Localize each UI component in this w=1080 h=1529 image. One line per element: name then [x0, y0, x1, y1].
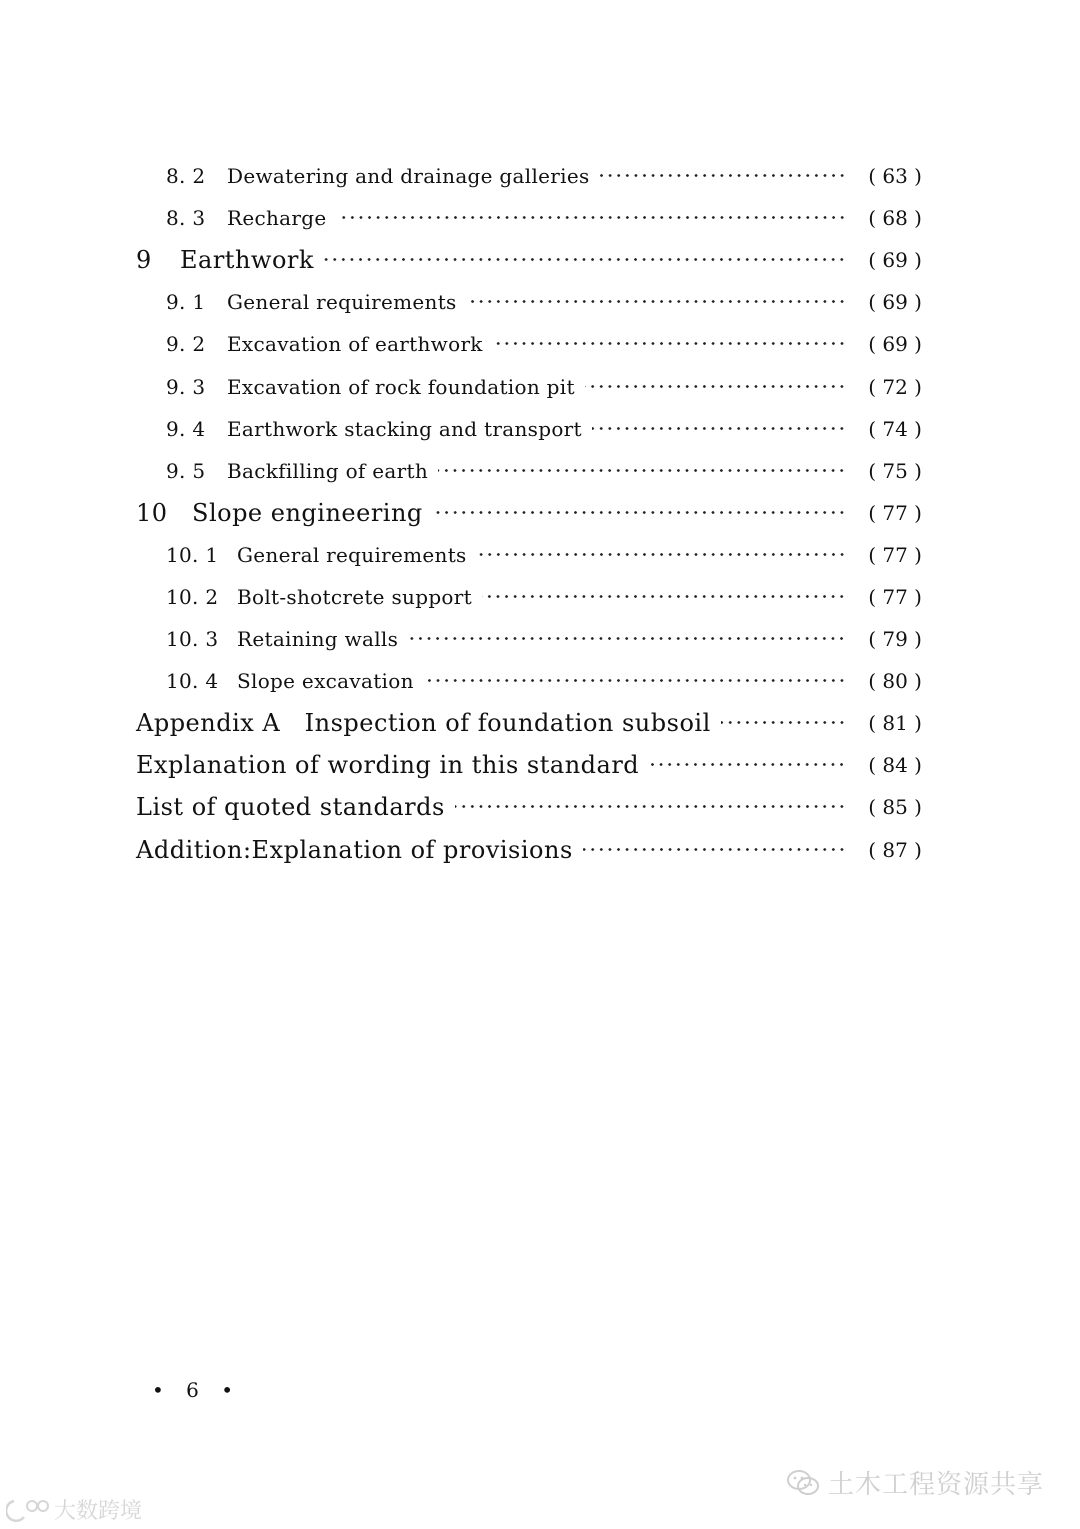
- toc-entry-8-3[interactable]: [136, 197, 922, 239]
- watermark-brand-text: 大数跨境: [54, 1499, 143, 1524]
- toc-entry-10[interactable]: [136, 492, 922, 534]
- toc-entry-page: ( 72 ): [868, 374, 922, 399]
- toc-entry-title: Retaining walls: [237, 627, 399, 652]
- dot-leader: [438, 459, 846, 483]
- dot-leader: [482, 585, 846, 609]
- toc-entry-number: 10. 3: [166, 627, 219, 652]
- toc-entry-title: Slope excavation: [237, 669, 414, 694]
- page-number: • 6 •: [152, 1378, 242, 1402]
- toc-entry-8-2[interactable]: [136, 155, 922, 197]
- toc-entry-title: General requirements: [237, 542, 467, 567]
- dot-leader: [649, 753, 846, 777]
- toc-entry-page: ( 81 ): [868, 711, 922, 736]
- toc-entry-number: 9. 4: [166, 416, 206, 441]
- watermark-brand: [6, 1494, 142, 1525]
- toc-entry-page: ( 69 ): [868, 248, 922, 273]
- toc-entry-number: 8. 3: [166, 206, 206, 231]
- dot-leader: [467, 290, 846, 314]
- toc-entry-page: ( 68 ): [868, 206, 922, 231]
- dot-leader: [324, 248, 846, 272]
- toc-entry-page: ( 77 ): [868, 542, 922, 567]
- toc-entry-number: 10. 4: [166, 669, 219, 694]
- toc-entry-number: 9. 1: [166, 290, 206, 315]
- toc-entry-page: ( 79 ): [868, 627, 922, 652]
- toc-entry-title: General requirements: [227, 290, 457, 315]
- toc-entry-title: Earthwork stacking and transport: [227, 416, 582, 441]
- toc-entry-page: ( 69 ): [868, 332, 922, 357]
- dot-leader: [424, 669, 846, 693]
- dot-leader: [600, 164, 846, 188]
- watermark-channel-text: 土木工程资源共享: [827, 1470, 1044, 1500]
- toc-entry-page: ( 77 ): [868, 584, 922, 609]
- toc-entry-explanation-of-wording[interactable]: [136, 744, 922, 786]
- toc-entry-number: 9. 3: [166, 374, 206, 399]
- dot-leader: [455, 795, 846, 819]
- toc-entry-number: 8. 2: [166, 164, 206, 189]
- toc-entry-page: ( 69 ): [868, 290, 922, 315]
- toc-entry-title: Appendix A Inspection of foundation subsoil: [136, 709, 711, 738]
- toc-entry-page: ( 87 ): [868, 837, 922, 862]
- dot-leader: [477, 543, 846, 567]
- toc-entry-number: 10. 1: [166, 542, 219, 567]
- toc-entry-9-5[interactable]: [136, 450, 922, 492]
- toc-entry-9-1[interactable]: [136, 281, 922, 323]
- toc-entry-number: 9. 5: [166, 458, 206, 483]
- toc-entry-page: ( 84 ): [868, 753, 922, 778]
- toc-entry-title: Backfilling of earth: [227, 458, 429, 483]
- dot-leader: [493, 332, 846, 356]
- dot-leader: [408, 627, 846, 651]
- toc-entry-10-3[interactable]: [136, 618, 922, 660]
- toc-entry-9-2[interactable]: [136, 323, 922, 365]
- dot-leader: [721, 711, 846, 735]
- toc-entry-9[interactable]: [136, 239, 922, 281]
- toc-entry-page: ( 74 ): [868, 416, 922, 441]
- toc-entry-page: ( 77 ): [868, 500, 922, 525]
- toc-entry-number: 9: [136, 246, 152, 275]
- brand-logo-icon: [6, 1497, 50, 1523]
- toc-entry-title: Excavation of earthwork: [227, 332, 483, 357]
- toc-entry-page: ( 75 ): [868, 458, 922, 483]
- toc-entry-page: ( 80 ): [868, 669, 922, 694]
- dot-leader: [583, 838, 846, 862]
- toc-entry-appendix-a[interactable]: [136, 702, 922, 744]
- toc-entry-title: Earthwork: [180, 246, 314, 275]
- toc-entry-9-4[interactable]: [136, 408, 922, 450]
- toc-entry-number: 9. 2: [166, 332, 206, 357]
- toc-entry-10-1[interactable]: [136, 534, 922, 576]
- toc-entry-title: Dewatering and drainage galleries: [227, 164, 590, 189]
- toc-entry-number: 10: [136, 498, 168, 527]
- toc-entry-explanation-of-provisions[interactable]: [136, 829, 922, 871]
- dot-leader: [337, 206, 847, 230]
- toc-entry-quoted-standards[interactable]: [136, 786, 922, 828]
- toc-entry-page: ( 85 ): [868, 795, 922, 820]
- watermark-channel: [786, 1464, 1044, 1501]
- toc-entry-title: List of quoted standards: [136, 793, 445, 822]
- toc-entry-title: Bolt-shotcrete support: [237, 584, 472, 609]
- dot-leader: [433, 501, 846, 525]
- toc-entry-title: Slope engineering: [192, 498, 423, 527]
- wechat-icon: [786, 1469, 820, 1497]
- toc-entry-number: 10. 2: [166, 584, 219, 609]
- toc-entry-title: Addition:Explanation of provisions: [136, 835, 573, 864]
- toc-entry-10-4[interactable]: [136, 660, 922, 702]
- toc-entry-10-2[interactable]: [136, 576, 922, 618]
- toc-entry-page: ( 63 ): [868, 164, 922, 189]
- dot-leader: [585, 375, 846, 399]
- toc-entry-title: Excavation of rock foundation pit: [227, 374, 575, 399]
- dot-leader: [592, 417, 846, 441]
- toc-entry-title: Explanation of wording in this standard: [136, 751, 640, 780]
- toc-entry-title: Recharge: [227, 206, 327, 231]
- table-of-contents: [136, 155, 922, 871]
- toc-entry-9-3[interactable]: [136, 365, 922, 407]
